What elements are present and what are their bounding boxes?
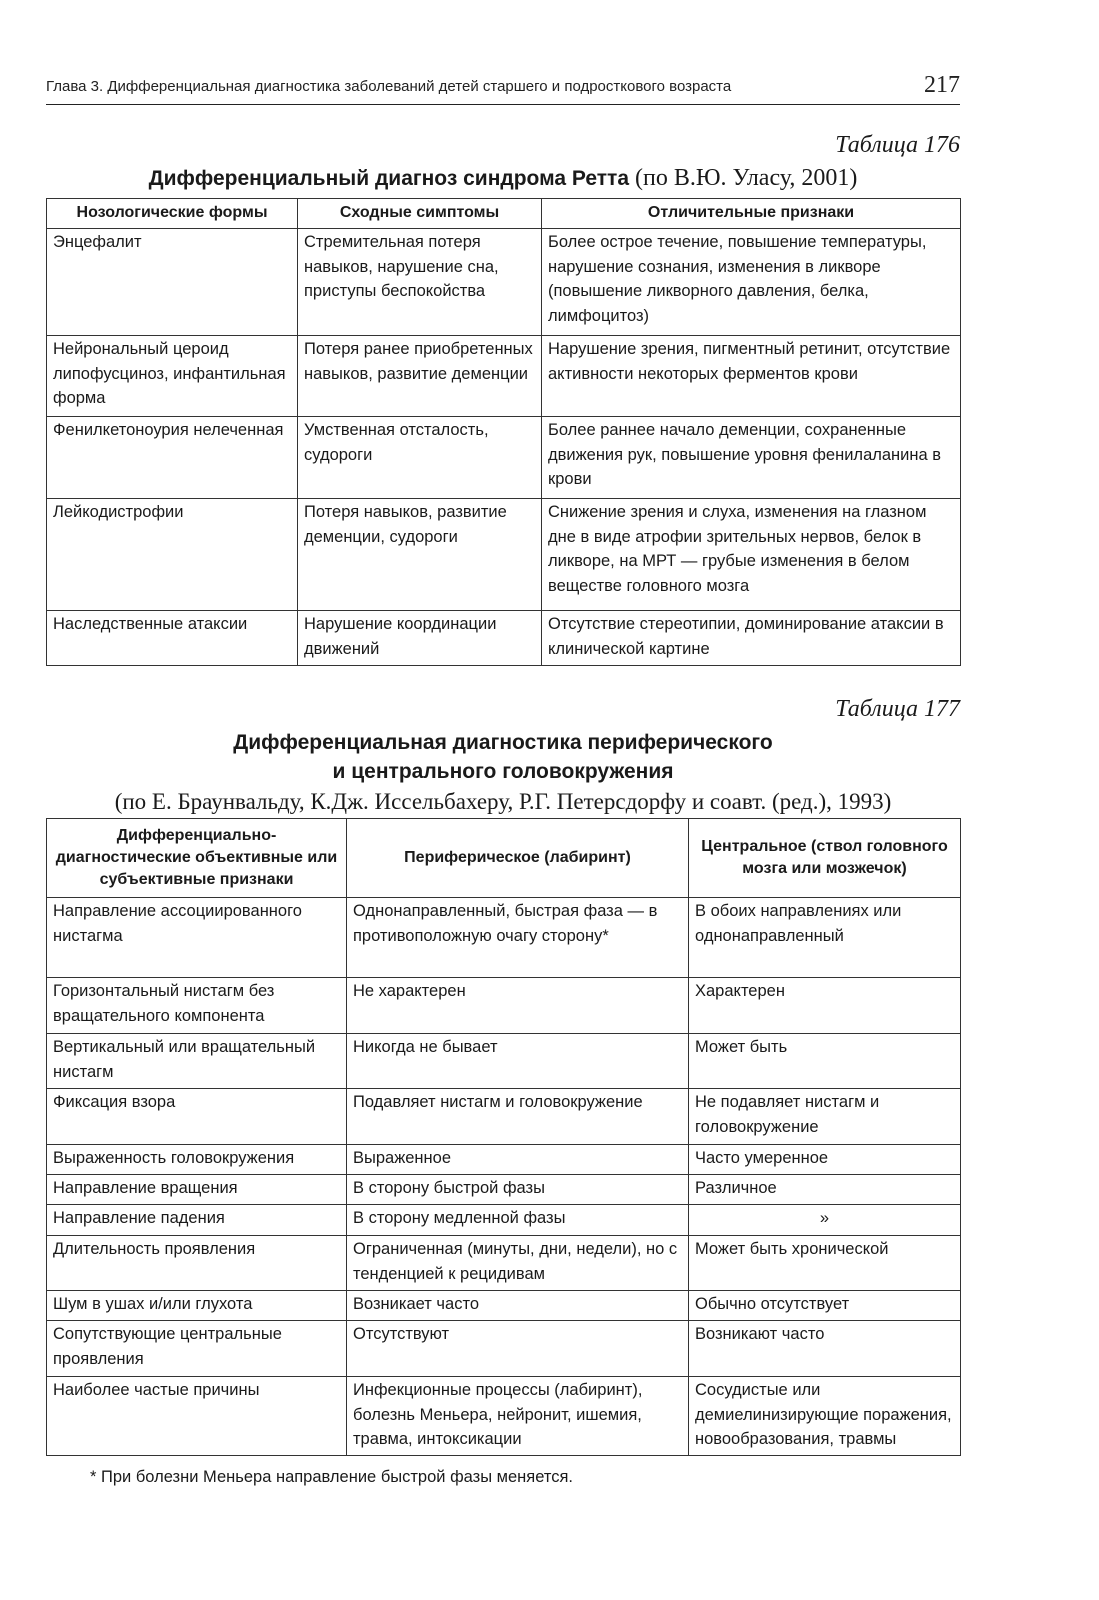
table-cell: Вертикальный или вращательный нистагм	[47, 1034, 347, 1089]
table-cell: В сторону быстрой фазы	[347, 1175, 689, 1205]
table-cell: Отсутствие стереотипии, доминирование атаксии в клинической картине	[542, 611, 961, 666]
table-cell: Выраженное	[347, 1145, 689, 1175]
table-row	[47, 978, 961, 1034]
table-cell: Лейкодистрофии	[47, 499, 298, 611]
table-row	[47, 229, 961, 336]
table-cell: Не подавляет нистагм и головокружение	[689, 1089, 961, 1145]
table-cell: Наследственные атаксии	[47, 611, 298, 666]
table-cell: Умственная отсталость, судороги	[298, 417, 542, 499]
column-header: Нозологические формы	[47, 199, 298, 229]
table-row	[47, 1089, 961, 1145]
column-header: Центральное (ствол головного мозга или мозжечок)	[689, 819, 961, 898]
table-cell: Различное	[689, 1175, 961, 1205]
table-row	[47, 417, 961, 499]
column-header: Сходные симптомы	[298, 199, 542, 229]
table-177-title-line1: Дифференциальная диагностика периферического	[233, 731, 773, 754]
table-row	[47, 1321, 961, 1377]
table-176	[46, 198, 961, 666]
table-177-footnote: * При болезни Меньера направление быстрой фазы меняется.	[90, 1468, 573, 1486]
table-cell: В сторону медленной фазы	[347, 1205, 689, 1236]
table-177-label: Таблица 177	[835, 696, 960, 722]
table-row	[47, 1175, 961, 1205]
table-177	[46, 818, 961, 1456]
table-cell: Длительность проявления	[47, 1236, 347, 1291]
table-cell: Фенилкетоноурия нелеченная	[47, 417, 298, 499]
table-cell: Ограниченная (минуты, дни, недели), но с тенденцией к рецидивам	[347, 1236, 689, 1291]
table-cell: Подавляет нистагм и головокружение	[347, 1089, 689, 1145]
table-row	[47, 611, 961, 666]
table-177-title	[46, 728, 960, 786]
table-cell: Выраженность головокружения	[47, 1145, 347, 1175]
table-row	[47, 1145, 961, 1175]
table-cell: Энцефалит	[47, 229, 298, 336]
column-header: Периферическое (лабиринт)	[347, 819, 689, 898]
table-row	[47, 898, 961, 978]
running-header	[46, 74, 960, 105]
table-cell: Направление вращения	[47, 1175, 347, 1205]
table-cell: Может быть хронической	[689, 1236, 961, 1291]
table-176-title-text: Дифференциальный диагноз синдрома Ретта	[148, 167, 630, 190]
table-row	[47, 499, 961, 611]
table-row	[47, 1034, 961, 1089]
table-176-label: Таблица 176	[835, 132, 960, 158]
table-cell: Может быть	[689, 1034, 961, 1089]
table-row	[47, 1377, 961, 1456]
table-cell: Инфекционные процессы (лабиринт), болезнь Меньера, нейронит, ишемия, травма, интоксикации	[347, 1377, 689, 1456]
table-row	[47, 336, 961, 417]
table-cell: Сопутствующие центральные проявления	[47, 1321, 347, 1377]
column-header: Отличительные признаки	[542, 199, 961, 229]
table-cell: Более острое течение, повышение температуры, нарушение сознания, изменения в ликворе (повышение ликворного давления, белка, лимфоцитоз)	[542, 229, 961, 336]
table-cell: Наиболее частые причины	[47, 1377, 347, 1456]
table-cell: Нейрональный цероид липофусциноз, инфантильная форма	[47, 336, 298, 417]
table-176-title	[46, 164, 960, 193]
column-header: Дифференциально-диагностические объективные или субъективные признаки	[47, 819, 347, 898]
table-cell: Отсутствуют	[347, 1321, 689, 1377]
table-cell: Возникают часто	[689, 1321, 961, 1377]
table-cell: Снижение зрения и слуха, изменения на глазном дне в виде атрофии зрительных нервов, белок в ликворе, на МРТ — грубые изменения в белом веществе головного мозга	[542, 499, 961, 611]
table-cell: Часто умеренное	[689, 1145, 961, 1175]
table-cell: Потеря ранее приобретенных навыков, развитие деменции	[298, 336, 542, 417]
table-cell: Однонаправленный, быстрая фаза — в противоположную очагу сторону*	[347, 898, 689, 978]
table-cell: Шум в ушах и/или глухота	[47, 1291, 347, 1321]
table-177-source: (по Е. Браунвальду, К.Дж. Иссельбахеру, Р.Г. Петерсдорфу и соавт. (ред.), 1993)	[114, 789, 892, 814]
table-176-source: (по В.Ю. Уласу, 2001)	[635, 165, 858, 191]
table-cell: Сосудистые или демиелинизирующие поражения, новообразования, травмы	[689, 1377, 961, 1456]
table-cell: Характерен	[689, 978, 961, 1034]
table-cell: Не характерен	[347, 978, 689, 1034]
page-number: 217	[924, 72, 960, 98]
table-row	[47, 1291, 961, 1321]
table-cell: В обоих направлениях или однонаправленный	[689, 898, 961, 978]
table-row	[47, 1236, 961, 1291]
table-row	[47, 1205, 961, 1236]
table-cell: Никогда не бывает	[347, 1034, 689, 1089]
table-cell: Фиксация взора	[47, 1089, 347, 1145]
table-cell: Стремительная потеря навыков, нарушение сна, приступы беспокойства	[298, 229, 542, 336]
table-cell: Нарушение зрения, пигментный ретинит, отсутствие активности некоторых ферментов крови	[542, 336, 961, 417]
table-cell: Более раннее начало деменции, сохраненные движения рук, повышение уровня фенилаланина в крови	[542, 417, 961, 499]
table-cell: Горизонтальный нистагм без вращательного компонента	[47, 978, 347, 1034]
table-cell: Потеря навыков, развитие деменции, судороги	[298, 499, 542, 611]
table-cell: Обычно отсутствует	[689, 1291, 961, 1321]
chapter-title: Глава 3. Дифференциальная диагностика заболеваний детей старшего и подросткового возраста	[46, 78, 732, 95]
table-cell: Направление падения	[47, 1205, 347, 1236]
table-177-title-line2: и центрального головокружения	[332, 760, 674, 783]
table-cell: Нарушение координации движений	[298, 611, 542, 666]
table-cell: »	[689, 1205, 961, 1236]
table-cell: Возникает часто	[347, 1291, 689, 1321]
table-cell: Направление ассоциированного нистагма	[47, 898, 347, 978]
